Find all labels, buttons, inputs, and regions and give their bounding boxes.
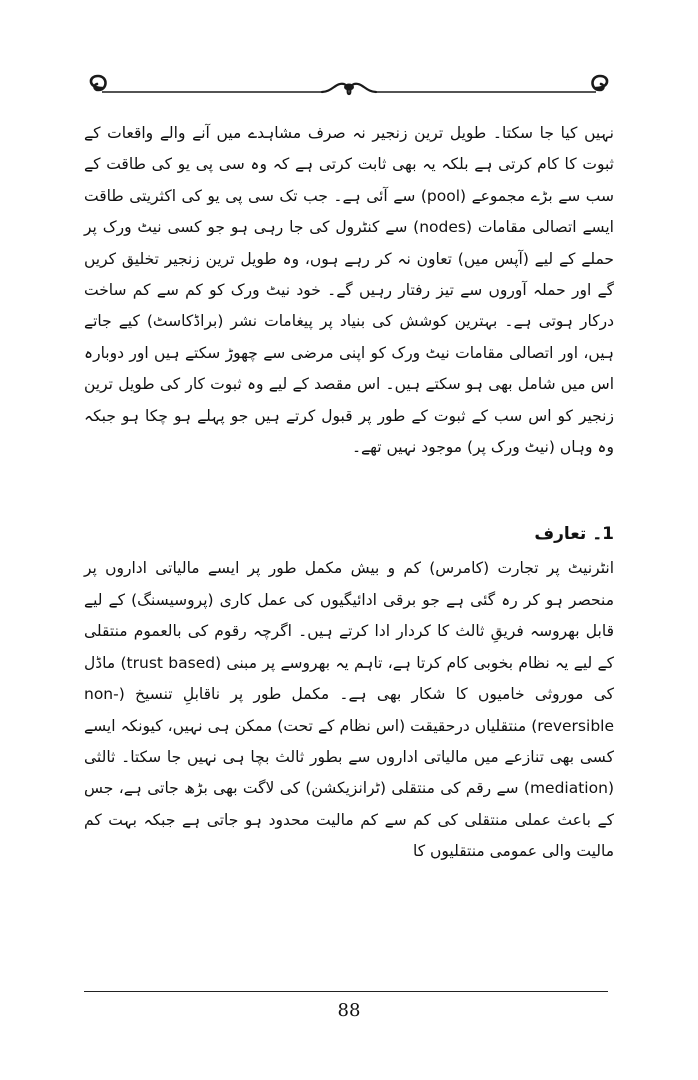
introduction-paragraph: انٹرنیٹ پر تجارت (کامرس) کم و بیش مکمل طور پر ایسے مالیاتی اداروں پر منحصر ہو کر رہ گئی ہے جو برقی ادائیگیوں کی عمل کاری (پروسیسنگ) کے لیے قابل بھروسہ فریقِ ثالث کا کردار ادا کرتے ہیں۔ اگرچہ رقوم کی بالعموم منتقلی کے لیے یہ نظام بخوبی کام کرتا ہے، تاہم یہ بھروسے پر مبنی (trust based) ماڈل کی موروثی خامیوں کا شکار بھی ہے۔ مکمل طور پر ناقابلِ تنسیخ (non-reversible) منتقلیاں درحقیقت (اس نظام کے تحت) ممکن ہی نہیں، کیونکہ ایسے کسی بھی تنازعے میں مالیاتی اداروں سے بطور ثالث بچا ہی نہیں جا سکتا۔ ثالثی (mediation) سے رقم کی منتقلی (ٹرانزیکشن) کی لاگت بھی بڑھ جاتی ہے، جس کے باعث عملی منتقلی کی کم سے کم مالیت محدود ہو جاتی ہے جبکہ بہت کم مالیت والی عمومی منتقلیوں کا [84,559,614,861]
continued-paragraph: نہیں کیا جا سکتا۔ طویل ترین زنجیر نہ صرف مشاہدے میں آنے والے واقعات کے ثبوت کا کام کرتی ہے بلکہ یہ بھی ثابت کرتی ہے کہ وہ سی پی یو کی طاقت کے سب سے بڑے مجموعے (pool) سے آئی ہے۔ جب تک سی پی یو کی اکثریتی طاقت ایسے اتصالی مقامات (nodes) سے کنٹرول کی جا رہی ہو جو کسی نیٹ ورک پر حملے کے لیے (آپس میں) تعاون نہ کر رہے ہوں، وہ طویل ترین زنجیر تخلیق کریں گے اور حملہ آوروں سے تیز رفتار رہیں گے۔ خود نیٹ ورک کو کم سے کم ساخت درکار ہوتی ہے۔ بہترین کوشش کی بنیاد پر پیغامات نشر (براڈکاسٹ) کیے جاتے ہیں، اور اتصالی مقامات نیٹ ورک کو اپنی مرضی سے چھوڑ سکتے ہیں اور دوبارہ اس میں شامل بھی ہو سکتے ہیں۔ اس مقصد کے لیے وہ ثبوت کار کی طویل ترین زنجیر کو اس سب کے ثبوت کے طور پر قبول کرتے ہیں جو پہلے ہو چکا ہو جبکہ وہ وہاں (نیٹ ورک پر) موجود نہیں تھے۔ [84,124,614,457]
page-body [84,118,614,868]
left-curl-icon [91,76,106,90]
section-heading-introduction: 1۔ تعارف [534,524,614,545]
right-curl-icon [593,76,608,90]
header-ornament-flourish [84,72,614,104]
footer-rule [84,991,608,992]
page-number: 88 [337,1000,361,1021]
